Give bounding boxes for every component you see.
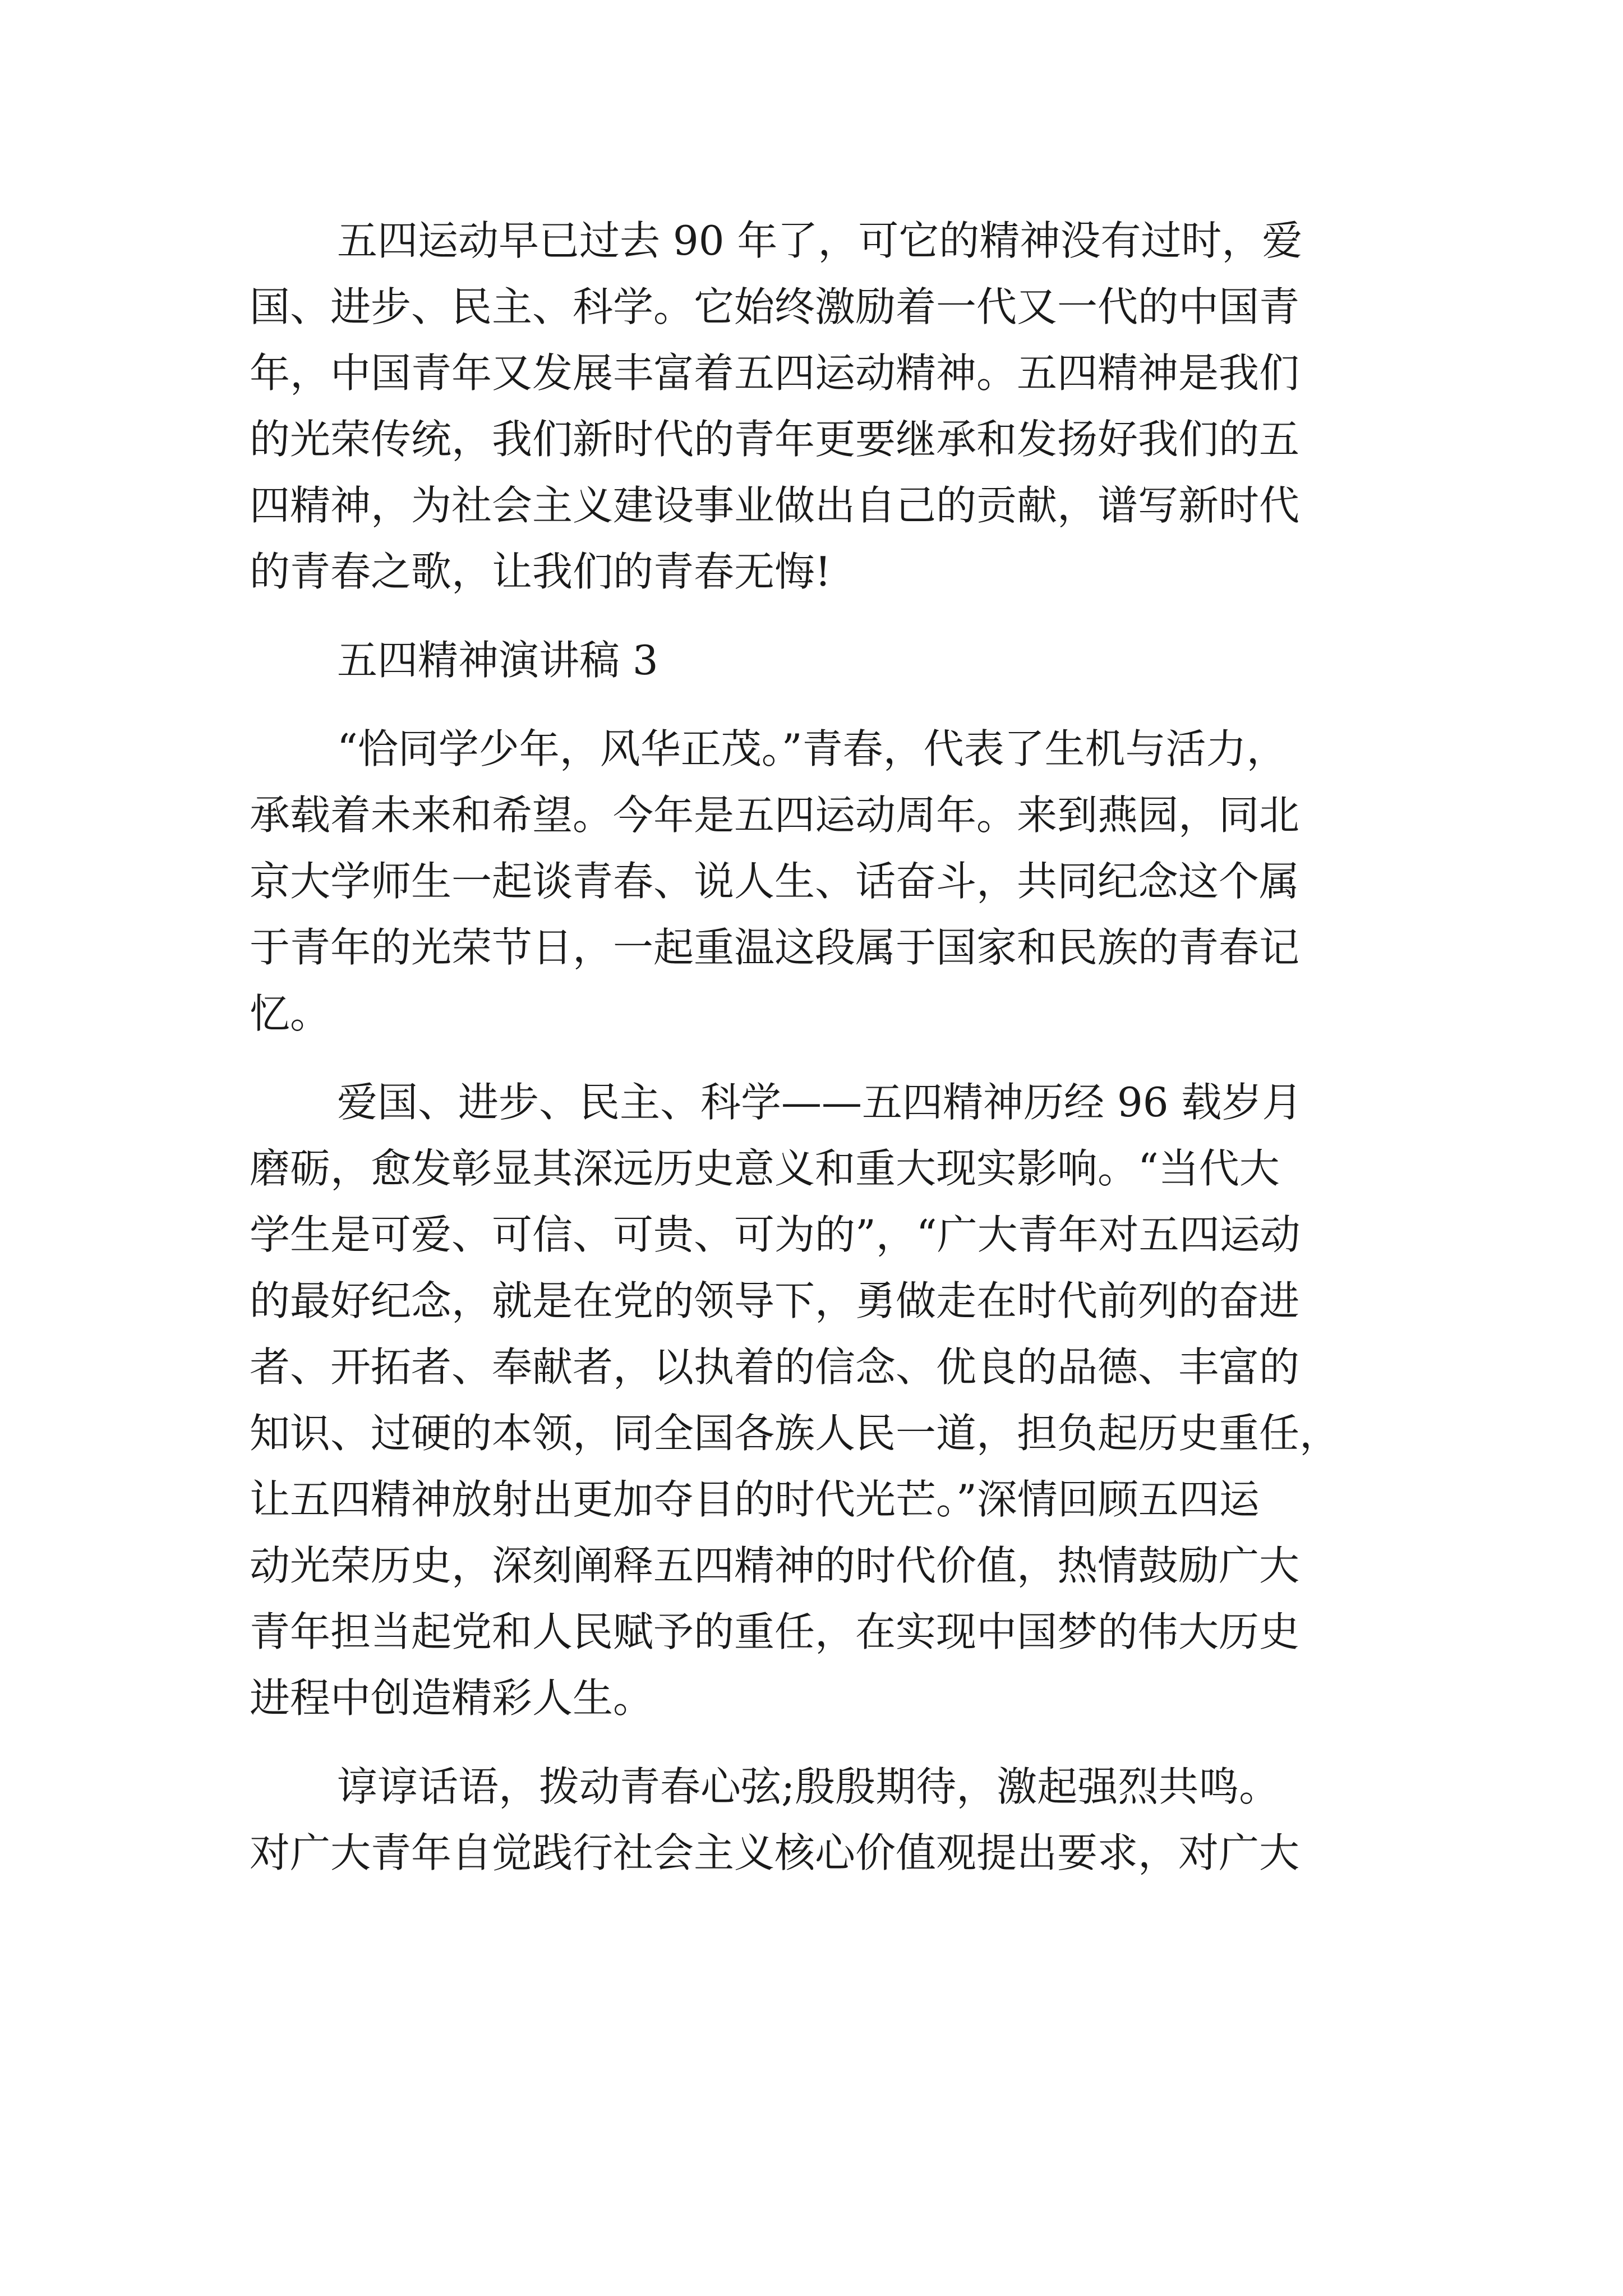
text-line: 国、进步、民主、科学。它始终激励着一代又一代的中国青 bbox=[250, 283, 1300, 330]
text-line: 京大学师生一起谈青春、说人生、话奋斗，共同纪念这个属 bbox=[250, 858, 1300, 905]
text-line: 学生是可爱、可信、可贵、可为的”，“广大青年对五四运动 bbox=[250, 1211, 1301, 1258]
text-line: 者、开拓者、奉献者，以执着的信念、优良的品德、丰富的 bbox=[250, 1343, 1300, 1391]
paragraph-gap bbox=[250, 605, 1377, 627]
text-line: 磨砺，愈发彰显其深远历史意义和重大现实影响。“当代大 bbox=[250, 1145, 1280, 1192]
text-line: 谆谆话语，拨动青春心弦;殷殷期待，激起强烈共鸣。 bbox=[337, 1763, 1280, 1810]
paragraph bbox=[250, 716, 1377, 1047]
paragraph bbox=[250, 1069, 1377, 1731]
text-line: 动光荣历史，深刻阐释五四精神的时代价值，热情鼓励广大 bbox=[250, 1542, 1300, 1589]
paragraph-gap bbox=[250, 1731, 1377, 1754]
text-line: 进程中创造精彩人生。 bbox=[250, 1674, 654, 1722]
heading-text: 五四精神演讲稿 3 bbox=[337, 637, 658, 684]
paragraph-gap bbox=[250, 1047, 1377, 1069]
document-body bbox=[250, 208, 1377, 1886]
text-line: 年，中国青年又发展丰富着五四运动精神。五四精神是我们 bbox=[250, 349, 1300, 397]
text-line: 让五四精神放射出更加夺目的时代光芒。”深情回顾五四运 bbox=[250, 1476, 1260, 1523]
text-line: 忆。 bbox=[250, 990, 331, 1037]
paragraph bbox=[250, 208, 1377, 605]
text-line: 的光荣传统，我们新时代的青年更要继承和发扬好我们的五 bbox=[250, 416, 1300, 463]
text-line: 五四运动早已过去 90 年了，可它的精神没有过时，爱 bbox=[337, 217, 1303, 264]
text-line: 承载着未来和希望。今年是五四运动周年。来到燕园，同北 bbox=[250, 792, 1300, 839]
section-heading bbox=[250, 627, 1377, 693]
text-line: 于青年的光荣节日，一起重温这段属于国家和民族的青春记 bbox=[250, 924, 1300, 971]
text-line: 四精神，为社会主义建设事业做出自己的贡献，谱写新时代 bbox=[250, 482, 1300, 529]
text-line: 知识、过硬的本领，同全国各族人民一道，担负起历史重任， bbox=[250, 1410, 1340, 1457]
text-line: “恰同学少年，风华正茂。”青春，代表了生机与活力， bbox=[337, 725, 1287, 772]
text-line: 爱国、进步、民主、科学——五四精神历经 96 载岁月 bbox=[337, 1079, 1303, 1126]
paragraph bbox=[250, 1754, 1377, 1886]
paragraph-gap bbox=[250, 693, 1377, 716]
text-line: 对广大青年自觉践行社会主义核心价值观提出要求，对广大 bbox=[250, 1829, 1300, 1876]
text-line: 的青春之歌，让我们的青春无悔! bbox=[250, 548, 831, 595]
text-line: 青年担当起党和人民赋予的重任，在实现中国梦的伟大历史 bbox=[250, 1608, 1300, 1655]
text-line: 的最好纪念，就是在党的领导下，勇做走在时代前列的奋进 bbox=[250, 1277, 1300, 1324]
